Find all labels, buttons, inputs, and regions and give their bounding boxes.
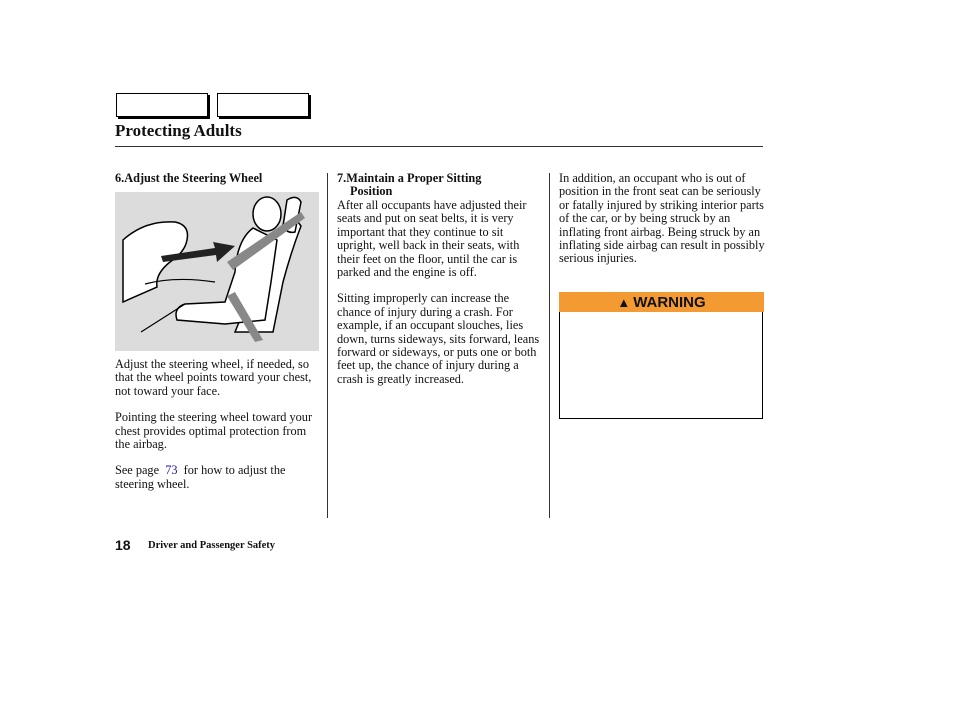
column1-text [115,358,320,504]
warning-bar [559,292,764,312]
steering-wheel-illustration [115,192,319,351]
sitting-heading-line2: Position [350,184,393,199]
column3-text [559,172,765,279]
column-divider-1 [327,173,328,518]
column3-para1: In addition, an occupant who is out of position in the front seat can be seriously or fatally injured by striking interior parts of the car, or by being struck by an inflating front airbag. Being struck by an inflating side airbag can result in possibly serious injuries. [559,171,765,266]
column2-text [337,199,542,399]
column2-para2: Sitting improperly can increase the chance of injury during a crash. For example, if an occupant slouches, lies down, turns sideways, sits forward, leans forward or sideways, or puts one or both feet up, the chance of injury during a crash is greatly increased. [337,291,540,386]
column2-para1: After all occupants have adjusted their seats and put on seat belts, it is very important that they continue to sit upright, well back in their seats, with their feet on the floor, until the car is parked and the engine is off. [337,198,527,280]
title-rule [115,146,763,147]
warning-box [559,312,763,419]
section-name: Driver and Passenger Safety [148,540,276,551]
page-title: Protecting Adults [115,121,242,140]
see-page-suffix: for how to adjust the steering wheel. [115,463,286,491]
column1-para3 [115,464,320,491]
column1-para1: Adjust the steering wheel, if needed, so that the wheel points toward your chest, not toward your face. [115,357,312,398]
sitting-heading-line1: 7.Maintain a Proper Sitting [337,171,482,185]
column1-para2: Pointing the steering wheel toward your chest provides optimal protection from the airbag. [115,410,313,452]
see-page-prefix: See page [115,463,160,478]
seated-driver-icon [115,192,319,351]
warning-label: WARNING [633,293,706,311]
sitting-heading [337,172,542,199]
steering-heading: 6.Adjust the Steering Wheel [115,171,263,185]
nav-button-1[interactable] [116,93,208,117]
nav-button-2[interactable] [217,93,309,117]
warning-triangle-icon: ▲ [617,294,631,310]
column-divider-2 [549,173,550,518]
page-number: 18 [115,537,131,553]
page-73-link[interactable]: 73 [165,463,178,478]
